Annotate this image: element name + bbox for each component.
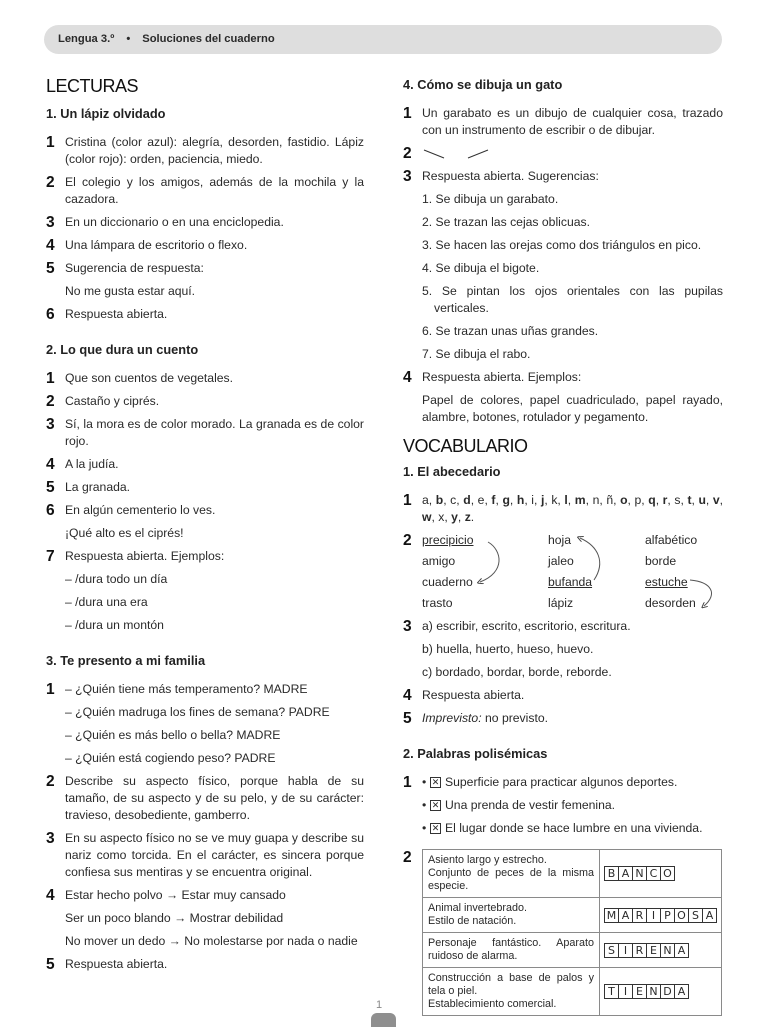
answer-number: 6 — [46, 306, 55, 323]
answer-text: Sí, la mora es de color morado. La granada es de color rojo. — [65, 417, 364, 448]
answer-body — [65, 214, 364, 231]
answer-item — [46, 393, 364, 410]
alphabet-letter: e — [477, 493, 485, 507]
letter-box: D — [660, 984, 675, 999]
letter-box: B — [604, 866, 619, 881]
letter-box: N — [660, 943, 675, 958]
answer-text: La granada. — [65, 480, 131, 494]
answer-italic-word: Imprevisto: — [422, 711, 482, 725]
answer-item — [403, 687, 723, 704]
letter-box: I — [618, 984, 633, 999]
letter-box: T — [604, 984, 619, 999]
alphabet-letter: j — [540, 493, 545, 507]
alphabet-letter: l — [564, 493, 568, 507]
bullet-dot: • — [422, 798, 427, 812]
unit-title: 1. Un lápiz olvidado — [46, 106, 166, 121]
answer-item — [46, 174, 364, 208]
definitions-table — [422, 849, 722, 1016]
answer-text: – /dura todo un día — [65, 572, 168, 586]
alphabet-letter: i — [531, 493, 534, 507]
definition-line: Conjunto de peces de la misma especie. — [428, 867, 594, 892]
answer-item — [46, 214, 364, 231]
answer-body — [65, 456, 364, 473]
letter-box: A — [702, 908, 717, 923]
answer-item — [403, 145, 723, 162]
answer-body — [65, 681, 364, 767]
answer-text: A la judía. — [65, 457, 119, 471]
answer-number: 4 — [403, 369, 412, 386]
answer-text: Respuesta abierta. — [65, 957, 168, 971]
answer-cell — [600, 968, 722, 1016]
word-cell: precipicio — [422, 533, 474, 547]
answer-text: Respuesta abierta. — [65, 307, 168, 321]
alphabet-letter: p — [634, 493, 642, 507]
meaning-text: El lugar donde se hace lumbre en una vivienda. — [445, 821, 703, 835]
answer-body — [65, 237, 364, 254]
answer-number: 3 — [46, 830, 55, 847]
answer-body — [65, 773, 364, 824]
answer-number: 2 — [46, 174, 55, 191]
answer-body — [65, 393, 364, 410]
drawing-step: 4. Se dibuja el bigote. — [422, 261, 540, 275]
letter-box: C — [646, 866, 661, 881]
lecturas-unit — [46, 105, 364, 323]
letter-boxes — [604, 908, 716, 923]
unit-title-gato: 4. Cómo se dibuja un gato — [403, 77, 563, 92]
answer-text: En algún cementerio lo ves. — [65, 503, 216, 517]
alphabet-letter: r — [662, 493, 668, 507]
unit-title: 2. Lo que dura un cuento — [46, 342, 199, 357]
word-family: b) huella, huerto, hueso, huevo. — [422, 642, 594, 656]
answer-number: 3 — [46, 416, 55, 433]
answer-text: – ¿Quién es más bello o bella? MADRE — [65, 728, 281, 742]
definition-text — [423, 933, 600, 968]
answer-number: 5 — [46, 479, 55, 496]
answer-text: – /dura una era — [65, 595, 148, 609]
word-cell: alfabético — [645, 533, 698, 547]
word-cell: borde — [645, 554, 677, 568]
answer-body — [65, 502, 364, 542]
answer-text: Respuesta abierta. — [422, 688, 525, 702]
answer-item — [46, 830, 364, 881]
checked-box-icon: ✕ — [431, 777, 440, 787]
word-cell: hoja — [548, 533, 572, 547]
answer-text: No me gusta estar aquí. — [65, 284, 196, 298]
answer-number: 1 — [403, 492, 412, 509]
word-cell: trasto — [422, 596, 453, 610]
answer-body — [65, 479, 364, 496]
definition-line: Personaje fantástico. Aparato ruidoso de alarma. — [428, 937, 594, 962]
answer-item — [403, 105, 723, 139]
alphabet-letter: f — [491, 493, 496, 507]
bullet-dot: • — [422, 821, 427, 835]
answer-text: Un garabato es un dibujo de cualquier cosa, trazado con un instrumento de escribir o de dibujar. — [422, 106, 723, 137]
answer-item — [46, 237, 364, 254]
answer-number: 4 — [46, 237, 55, 254]
answer-item — [46, 260, 364, 300]
letter-box: O — [674, 908, 689, 923]
book-label: Lengua 3.º — [58, 33, 115, 45]
answer-item — [403, 369, 723, 426]
answer-number: 1 — [403, 105, 412, 122]
word-cell: desorden — [645, 596, 696, 610]
right-column — [403, 60, 723, 1022]
answer-item — [403, 710, 723, 727]
checked-box-icon: ✕ — [431, 800, 440, 810]
answer-number: 5 — [46, 260, 55, 277]
checked-meaning — [422, 820, 723, 837]
word-families-list — [422, 618, 723, 681]
answer-cell — [600, 898, 722, 933]
answer-item — [46, 548, 364, 634]
answer-item — [403, 774, 723, 843]
answer-number: 2 — [403, 849, 412, 866]
answer-item — [46, 887, 364, 950]
letter-box: A — [674, 943, 689, 958]
answer-body — [65, 306, 364, 323]
answer-item — [46, 502, 364, 542]
alphabet-letter: y — [451, 510, 458, 524]
lecturas-units — [46, 105, 364, 973]
answer-number: 4 — [46, 456, 55, 473]
drawing-step: 6. Se trazan unas uñas grandes. — [422, 324, 599, 338]
definition-row — [423, 898, 722, 933]
meaning-text: Superficie para practicar algunos deportes. — [445, 775, 678, 789]
answer-body — [65, 260, 364, 300]
alphabet-letter: z — [464, 510, 471, 524]
letter-box: A — [618, 866, 633, 881]
drawing-step: 2. Se trazan las cejas oblicuas. — [422, 215, 591, 229]
word-cell: bufanda — [548, 575, 593, 589]
alphabet-letter: ñ — [606, 493, 614, 507]
lecturas-unit — [46, 341, 364, 634]
answer-item — [46, 370, 364, 387]
letter-boxes — [604, 866, 716, 881]
letter-boxes — [604, 984, 716, 999]
alphabet-letter: x — [438, 510, 445, 524]
answer-text: Sugerencia de respuesta: — [65, 261, 204, 275]
definition-line: Estilo de natación. — [428, 915, 517, 927]
answer-number: 2 — [403, 145, 412, 162]
answer-item — [46, 479, 364, 496]
definition-line: Establecimiento comercial. — [428, 998, 557, 1010]
alphabet-letter: g — [502, 493, 510, 507]
definition-line: Asiento largo y estrecho. — [428, 854, 547, 866]
letter-box: I — [646, 908, 661, 923]
letter-box: S — [688, 908, 703, 923]
header-separator: • — [126, 33, 131, 45]
alphabet-letter: t — [687, 493, 692, 507]
word-cell: estuche — [645, 575, 688, 589]
answer-text: Que son cuentos de vegetales. — [65, 371, 234, 385]
word-cell: cuaderno — [422, 575, 473, 589]
answer-number: 3 — [403, 168, 412, 185]
drawing-steps-list — [422, 191, 723, 363]
answer-item — [46, 681, 364, 767]
page-tab — [371, 1013, 396, 1027]
answer-body — [65, 134, 364, 168]
alphabet-letter: s — [674, 493, 681, 507]
drawing-step: 5. Se pintan los ojos orientales con las pupilas verticales. — [422, 284, 723, 315]
letter-box: R — [632, 908, 647, 923]
letter-box: O — [660, 866, 675, 881]
answer-text: Respuesta abierta. Ejemplos: — [422, 370, 582, 384]
answer-cell — [600, 850, 722, 898]
alphabet-letter: w — [422, 510, 432, 524]
answer-item — [403, 618, 723, 681]
section-title-vocabulario: VOCABULARIO — [403, 436, 528, 456]
answer-text: – ¿Quién madruga los fines de semana? PADRE — [65, 705, 330, 719]
checked-meaning — [422, 774, 723, 791]
answer-text: En un diccionario o en una enciclopedia. — [65, 215, 284, 229]
page-number: 1 — [376, 999, 383, 1011]
answer-number: 4 — [46, 887, 55, 904]
word-family: c) bordado, bordar, borde, reborde. — [422, 665, 612, 679]
alphabet-letter: k — [551, 493, 558, 507]
answer-body — [65, 370, 364, 387]
bullet-dot: • — [422, 775, 427, 789]
answer-item — [403, 532, 723, 612]
answer-text: Describe su aspecto físico, porque habla de su tamaño, de su aspecto y de su pelo, y de su carácter: travieso, desobediente, gamberro. — [65, 774, 364, 822]
definition-row — [423, 850, 722, 898]
answer-item — [403, 492, 723, 526]
answer-text: Castaño y ciprés. — [65, 394, 160, 408]
answer-number: 4 — [403, 687, 412, 704]
answer-item — [46, 306, 364, 323]
alphabet-letters: a, b, c, d, e, f, g, h, i, j, k, l, m, n, ñ, o, p, q, r, s, t, u, v, w, x, y, z. — [422, 493, 724, 524]
answer-body — [65, 956, 364, 973]
drawing-step: 3. Se hacen las orejas como dos triángulos en pico. — [422, 238, 702, 252]
answer-item — [403, 849, 723, 1016]
answer-number: 1 — [46, 370, 55, 387]
answer-cell — [600, 933, 722, 968]
alphabet-letter: a — [422, 493, 429, 507]
answer-text: – /dura un montón — [65, 618, 164, 632]
definition-text — [423, 898, 600, 933]
answer-text: ¡Qué alto es el ciprés! — [65, 526, 184, 540]
checked-meaning — [422, 797, 723, 814]
page-header — [44, 25, 722, 54]
definition-text — [423, 968, 600, 1016]
answer-item — [46, 416, 364, 450]
section-title-lecturas: LECTURAS — [46, 76, 139, 96]
alphabet-letter: c — [450, 493, 457, 507]
answer-item — [403, 168, 723, 363]
letter-boxes — [604, 943, 716, 958]
answer-text: En su aspecto físico no se ve muy guapa y describe su nariz como torcida. En el carácter, es sincera porque confiesa sus mentiras y se encuentra original. — [65, 831, 364, 879]
letter-box: P — [660, 908, 675, 923]
answer-number: 1 — [46, 134, 55, 151]
definition-line: Animal invertebrado. — [428, 902, 528, 914]
alphabet-letter: m — [574, 493, 586, 507]
answer-text: Respuesta abierta. Ejemplos: — [65, 549, 225, 563]
alphabet-letter: d — [463, 493, 471, 507]
unit-title-polisemicas: 2. Palabras polisémicas — [403, 746, 548, 761]
answer-number: 3 — [46, 214, 55, 231]
answer-number: 7 — [46, 548, 55, 565]
answer-body — [65, 174, 364, 208]
word-cell: lápiz — [548, 596, 574, 610]
unit-title-abecedario: 1. El abecedario — [403, 464, 501, 479]
header-title: Soluciones del cuaderno — [142, 33, 275, 45]
letter-box: E — [646, 943, 661, 958]
letter-box: R — [632, 943, 647, 958]
alphabet-letter: u — [698, 493, 706, 507]
letter-box: M — [604, 908, 619, 923]
answer-number: 1 — [46, 681, 55, 698]
answer-number: 1 — [403, 774, 412, 791]
word-cell: amigo — [422, 554, 456, 568]
oblique-eyebrows-drawing — [422, 147, 502, 161]
lecturas-unit — [46, 652, 364, 973]
letter-box: A — [674, 984, 689, 999]
answer-item — [46, 956, 364, 973]
answer-item — [46, 134, 364, 168]
letter-box: E — [632, 984, 647, 999]
definition-text — [423, 850, 600, 898]
answer-number: 5 — [403, 710, 412, 727]
answer-text: Respuesta abierta. Sugerencias: — [422, 169, 599, 183]
answer-number: 2 — [46, 393, 55, 410]
letter-box: I — [618, 943, 633, 958]
answer-text: no previsto. — [481, 711, 548, 725]
letter-box: A — [618, 908, 633, 923]
answer-body — [65, 830, 364, 881]
word-family: a) escribir, escrito, escritorio, escritura. — [422, 619, 631, 633]
answer-text: Ser un poco blando → Mostrar debilidad — [65, 911, 284, 925]
meaning-text: Una prenda de vestir femenina. — [445, 798, 616, 812]
alphabetical-word-grid — [422, 532, 725, 612]
answer-body — [65, 416, 364, 450]
definition-row — [423, 933, 722, 968]
definition-line: Construcción a base de palos y tela o piel. — [428, 972, 594, 997]
alphabet-letter: b — [435, 493, 444, 507]
answer-text: No mover un dedo → No molestarse por nada o nadie — [65, 934, 358, 948]
checked-box-icon: ✕ — [431, 823, 440, 833]
answer-item — [46, 456, 364, 473]
left-column — [46, 60, 364, 991]
answer-number: 3 — [403, 618, 412, 635]
answer-text: Estar hecho polvo → Estar muy cansado — [65, 888, 286, 902]
answer-number: 2 — [403, 532, 412, 549]
answer-text: Papel de colores, papel cuadriculado, papel rayado, alambre, botones, rotulador y pegamento. — [422, 393, 723, 424]
letter-box: N — [632, 866, 647, 881]
letter-box: N — [646, 984, 661, 999]
answer-text: Una lámpara de escritorio o flexo. — [65, 238, 248, 252]
alphabet-letter: q — [648, 493, 656, 507]
answer-text: Cristina (color azul): alegría, desorden, fastidio. Lápiz (color rojo): orden, paciencia, miedo. — [65, 135, 364, 166]
word-cell: jaleo — [548, 554, 574, 568]
answer-body — [65, 887, 364, 950]
answer-item — [46, 773, 364, 824]
alphabet-letter: v — [712, 493, 720, 507]
alphabet-letter: o — [620, 493, 628, 507]
answer-text: El colegio y los amigos, además de la mochila y la cazadora. — [65, 175, 364, 206]
definition-row — [423, 968, 722, 1016]
answer-number: 2 — [46, 773, 55, 790]
drawing-step: 1. Se dibuja un garabato. — [422, 192, 559, 206]
answer-number: 5 — [46, 956, 55, 973]
unit-title: 3. Te presento a mi familia — [46, 653, 206, 668]
alphabet-letter: n — [592, 493, 600, 507]
answer-text: – ¿Quién tiene más temperamento? MADRE — [65, 682, 308, 696]
answer-number: 6 — [46, 502, 55, 519]
answer-body — [65, 548, 364, 634]
checkbox-list — [422, 774, 723, 843]
letter-box: S — [604, 943, 619, 958]
drawing-step: 7. Se dibuja el rabo. — [422, 347, 531, 361]
answer-text: – ¿Quién está cogiendo peso? PADRE — [65, 751, 276, 765]
alphabet-letter: h — [516, 493, 525, 507]
